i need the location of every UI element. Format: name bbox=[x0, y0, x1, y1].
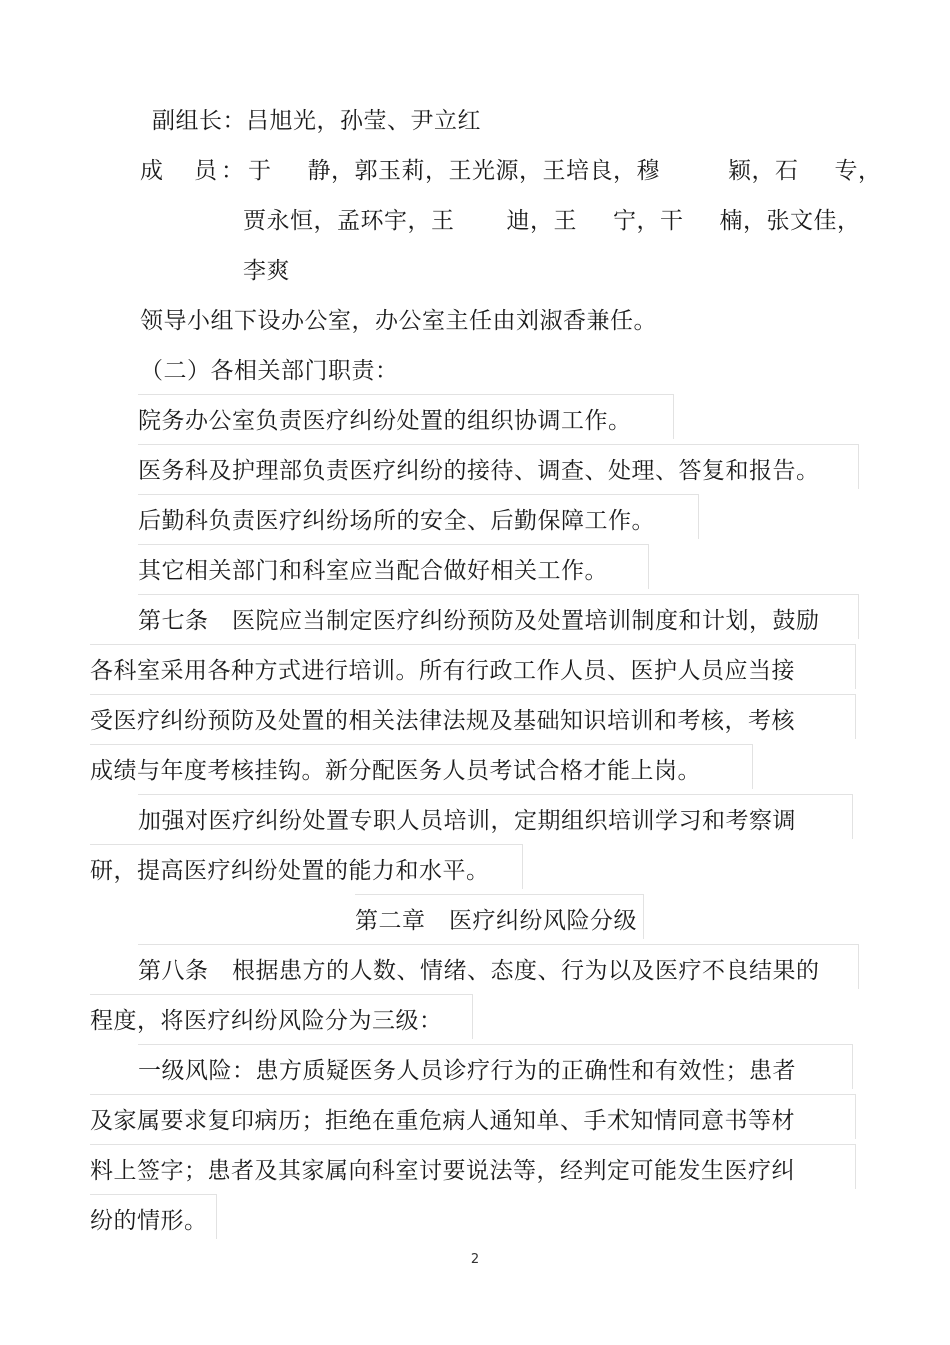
duty-3: 后勤科负责医疗纠纷场所的安全、后勤保障工作。 bbox=[138, 508, 655, 534]
member-name: 专， bbox=[834, 158, 882, 184]
member-name: 于 bbox=[248, 158, 272, 184]
risk-level-1-line-3: 料上签字；患者及其家属向科室讨要说法等，经判定可能发生医疗纠 bbox=[90, 1158, 795, 1184]
article-8-line-1: 第八条 根据患方的人数、情绪、态度、行为以及医疗不良结果的 bbox=[138, 958, 820, 984]
risk-level-1-line-1: 一级风险：患方质疑医务人员诊疗行为的正确性和有效性；患者 bbox=[138, 1058, 796, 1084]
member-name: 静，郭玉莉，王光源，王培良，穆 bbox=[307, 158, 660, 184]
members-line-3: 李爽 bbox=[243, 258, 290, 284]
office-paragraph: 领导小组下设办公室，办公室主任由刘淑香兼任。 bbox=[140, 308, 657, 334]
training-line-1: 加强对医疗纠纷处置专职人员培训，定期组织培训学习和考察调 bbox=[138, 808, 796, 834]
members-line-2 bbox=[243, 206, 861, 236]
article-7-line-2: 各科室采用各种方式进行培训。所有行政工作人员、医护人员应当接 bbox=[90, 658, 795, 684]
member-name: 贾永恒，孟环宇，王 bbox=[243, 208, 455, 234]
risk-level-1-line-2: 及家属要求复印病历；拒绝在重危病人通知单、手术知情同意书等材 bbox=[90, 1108, 795, 1134]
members-label: 成 员： bbox=[140, 158, 248, 184]
duties-heading: （二）各相关部门职责： bbox=[140, 358, 399, 384]
duty-2: 医务科及护理部负责医疗纠纷的接待、调查、处理、答复和报告。 bbox=[138, 458, 820, 484]
member-name: 迪，王 bbox=[506, 208, 577, 234]
training-line-2: 研，提高医疗纠纷处置的能力和水平。 bbox=[90, 858, 490, 884]
article-7-line-3: 受医疗纠纷预防及处置的相关法律法规及基础知识培训和考核，考核 bbox=[90, 708, 795, 734]
article-7-line-1: 第七条 医院应当制定医疗纠纷预防及处置培训制度和计划，鼓励 bbox=[138, 608, 820, 634]
article-7-line-4: 成绩与年度考核挂钩。新分配医务人员考试合格才能上岗。 bbox=[90, 758, 701, 784]
member-name: 宁，干 bbox=[613, 208, 684, 234]
chapter-2-title: 第二章 医疗纠纷风险分级 bbox=[355, 908, 637, 934]
page-number: 2 bbox=[470, 1252, 480, 1267]
member-name: 楠，张文佳， bbox=[719, 208, 861, 234]
duty-1: 院务办公室负责医疗纠纷处置的组织协调工作。 bbox=[138, 408, 632, 434]
article-8-line-2: 程度，将医疗纠纷风险分为三级： bbox=[90, 1008, 443, 1034]
member-name: 颖，石 bbox=[728, 158, 799, 184]
risk-level-1-line-4: 纷的情形。 bbox=[90, 1208, 208, 1234]
vice-leaders-line: 副组长：吕旭光，孙莹、尹立红 bbox=[152, 108, 481, 134]
members-line-1 bbox=[140, 156, 882, 186]
duty-4: 其它相关部门和科室应当配合做好相关工作。 bbox=[138, 558, 608, 584]
